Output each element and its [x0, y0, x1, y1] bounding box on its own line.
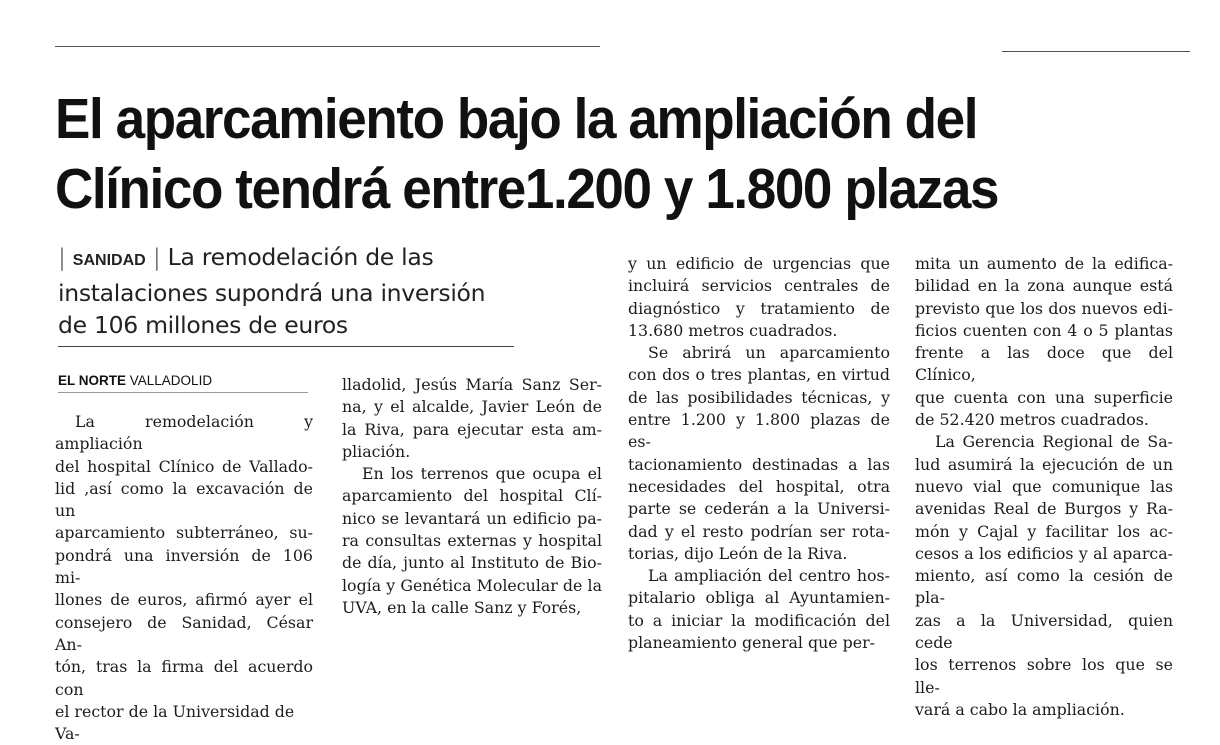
byline: [58, 373, 212, 388]
article-line: 13.680 metros cuadrados.: [628, 320, 838, 340]
article-line: cesos a los edificios y al aparca-: [915, 543, 1173, 563]
top-rule-right: [1002, 51, 1190, 52]
article-line: Se abrirá un aparcamiento: [648, 343, 890, 363]
article-line: En los terrenos que ocupa el: [362, 464, 602, 484]
article-line: la Riva, para ejecutar esta am-: [342, 419, 602, 439]
article-line: avenidas Real de Burgos y Ra-: [915, 499, 1173, 519]
article-line: vará a cabo la ampliación.: [915, 699, 1125, 719]
article-line: ficios cuenten con 4 o 5 plantas: [915, 320, 1173, 340]
article-line: La Gerencia Regional de Sa-: [935, 432, 1173, 452]
article-line: La remodelación y ampliación: [55, 412, 313, 454]
top-rule-left: [55, 46, 600, 47]
article-line: consejero de Sanidad, César An-: [55, 612, 313, 654]
byline-outlet: EL NORTE: [58, 373, 127, 388]
article-line: aparcamiento del hospital Clí-: [342, 486, 602, 506]
article-line: los terrenos sobre los que se lle-: [915, 655, 1173, 697]
article-line: diagnóstico y tratamiento de: [628, 298, 890, 318]
article-line: dad y el resto podrían ser rota-: [628, 521, 890, 541]
article-line: tón, tras la firma del acuerdo con: [55, 657, 313, 699]
article-line: pitalario obliga al Ayuntamien-: [628, 588, 890, 608]
article-line: mita un aumento de la edifica-: [915, 254, 1173, 273]
article-line: el rector de la Universidad de Va-: [55, 701, 295, 744]
article-column-3: [628, 253, 890, 654]
article-line: necesidades del hospital, otra: [628, 476, 890, 496]
article-column-2: [342, 374, 602, 619]
subhead-line-1: La remodelación de las: [167, 243, 434, 271]
article-line: frente a las doce que del Clínico,: [915, 343, 1173, 385]
article-line: to a iniciar la modificación del: [628, 610, 890, 630]
article-line: de las posibilidades técnicas, y: [628, 387, 890, 407]
article-line: previsto que los dos nuevos edi-: [915, 298, 1173, 318]
article-line: con dos o tres plantas, en virtud: [628, 365, 890, 385]
article-line: aparcamiento subterráneo, su-: [55, 523, 313, 543]
article-line: món y Cajal y facilitar los ac-: [915, 521, 1173, 541]
article-line: lid ,así como la excavación de un: [55, 478, 313, 521]
headline: [55, 84, 1097, 224]
article-line: parte se cederán a la Universi-: [628, 499, 890, 519]
article-line: lladolid, Jesús María Sanz Ser-: [342, 375, 602, 394]
article-line: tacionamiento destinadas a las: [628, 454, 890, 474]
article-line: UVA, en la calle Sanz y Forés,: [342, 597, 582, 617]
subhead-rule: [58, 346, 514, 347]
article-line: incluirá servicios centrales de: [628, 276, 890, 296]
subheadline: | SANIDAD | La remodelación de las instalaciones supondrá una inversión de 106 millones de euros: [58, 243, 486, 339]
article-line: torias, dijo León de la Riva.: [628, 543, 848, 563]
article-line: llones de euros, afirmó ayer el: [55, 590, 313, 610]
article-line: La ampliación del centro hos-: [648, 566, 890, 586]
article-line: entre 1.200 y 1.800 plazas de es-: [628, 410, 890, 452]
article-line: logía y Genética Molecular de la: [342, 575, 602, 595]
article-column-4: [915, 253, 1173, 721]
headline-line-1: El aparcamiento bajo la ampliación del: [55, 87, 978, 151]
article-line: na, y el alcalde, Javier León de: [342, 397, 602, 417]
article-line: de día, junto al Instituto de Bio-: [342, 553, 602, 573]
article-line: ra consultas externas y hospital: [342, 531, 602, 551]
article-line: pondrá una inversión de 106 mi-: [55, 545, 313, 588]
subhead-line-2: instalaciones supondrá una inversión: [58, 279, 486, 307]
section-tag: SANIDAD: [72, 252, 146, 269]
byline-place: VALLADOLID: [129, 373, 213, 388]
article-line: que cuenta con una superficie: [915, 387, 1173, 407]
article-line: miento, así como la cesión de pla-: [915, 566, 1173, 608]
article-line: bilidad en la zona aunque está: [915, 276, 1173, 296]
article-line: del hospital Clínico de Vallado-: [55, 456, 313, 476]
byline-rule: [58, 392, 308, 393]
article-line: lud asumirá la ejecución de un: [915, 454, 1173, 474]
article-line: planeamiento general que per-: [628, 633, 875, 653]
subhead-line-3: de 106 millones de euros: [58, 311, 348, 339]
article-column-1: [55, 411, 313, 745]
article-line: de 52.420 metros cuadrados.: [915, 410, 1149, 430]
headline-line-2: Clínico tendrá entre1.200 y 1.800 plazas: [55, 157, 999, 221]
article-line: y un edificio de urgencias que: [628, 254, 890, 273]
article-line: nico se levantará un edificio pa-: [342, 508, 602, 528]
article-line: nuevo vial que comunique las: [915, 476, 1173, 496]
article-line: pliación.: [342, 441, 411, 461]
article-line: zas a la Universidad, quien cede: [915, 610, 1173, 653]
